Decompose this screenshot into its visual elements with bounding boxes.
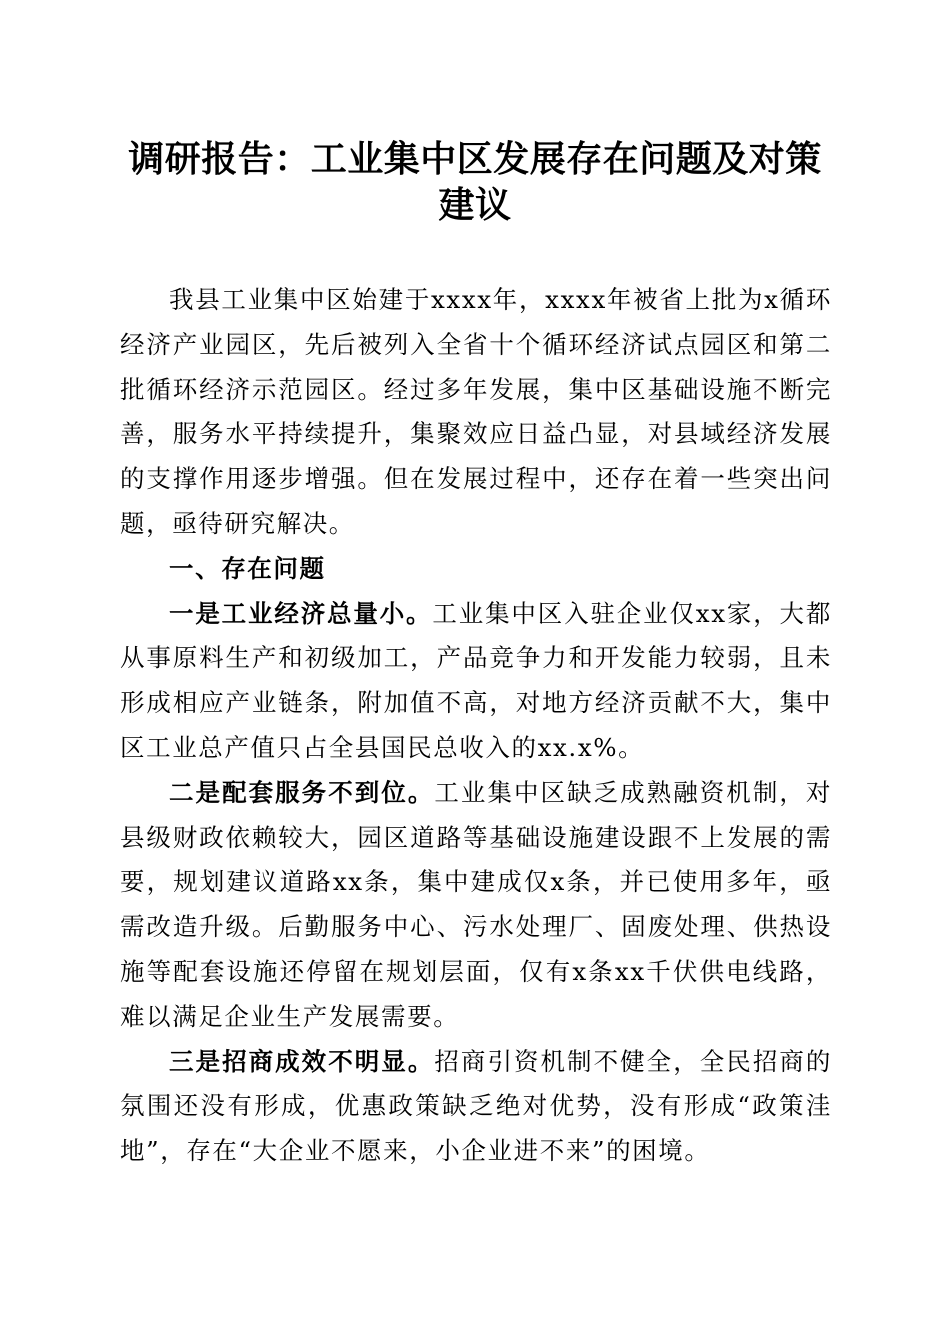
document-title: 调研报告：工业集中区发展存在问题及对策建议 <box>128 138 822 226</box>
problem-text: 工业集中区缺乏成熟融资机制，对县级财政依赖较大，园区道路等基础设施建设跟不上发展的需要，规划建议道路xx条，集中建成仅x条，并已使用多年，亟需改造升级。后勤服务中心、污水处理厂、固废处理、供热设施等配套设施还停留在规划层面，仅有x条xx千伏供电线路，难以满足企业生产发展需要。 <box>120 777 832 1031</box>
problem-paragraph <box>120 1040 832 1174</box>
document-body <box>120 278 832 1174</box>
problem-text: 工业集中区入驻企业仅xx家，大都从事原料生产和初级加工，产品竞争力和开发能力较弱，且未形成相应产业链条，附加值不高，对地方经济贡献不大，集中区工业总产值只占全县国民总收入的xx.x%。 <box>120 598 833 762</box>
problem-lead: 三是招商成效不明显。 <box>169 1046 435 1076</box>
problem-lead: 一是工业经济总量小。 <box>169 598 433 628</box>
problem-paragraph <box>120 771 832 1040</box>
section-heading: 一、存在问题 <box>169 553 326 583</box>
problem-lead: 二是配套服务不到位。 <box>169 777 435 807</box>
problem-paragraph <box>120 592 832 771</box>
intro-paragraph: 我县工业集中区始建于xxxx年，xxxx年被省上批为x循环经济产业园区，先后被列入全省十个循环经济试点园区和第二批循环经济示范园区。经过多年发展，集中区基础设施不断完善，服务水平持续提升，集聚效应日益凸显，对县域经济发展的支撑作用逐步增强。但在发展过程中，还存在着一些突出问题，亟待研究解决。 <box>120 285 832 538</box>
problem-text: 招商引资机制不健全，全民招商的氛围还没有形成，优惠政策缺乏绝对优势，没有形成“政策洼地”，存在“大企业不愿来，小企业进不来”的困境。 <box>120 1046 832 1166</box>
